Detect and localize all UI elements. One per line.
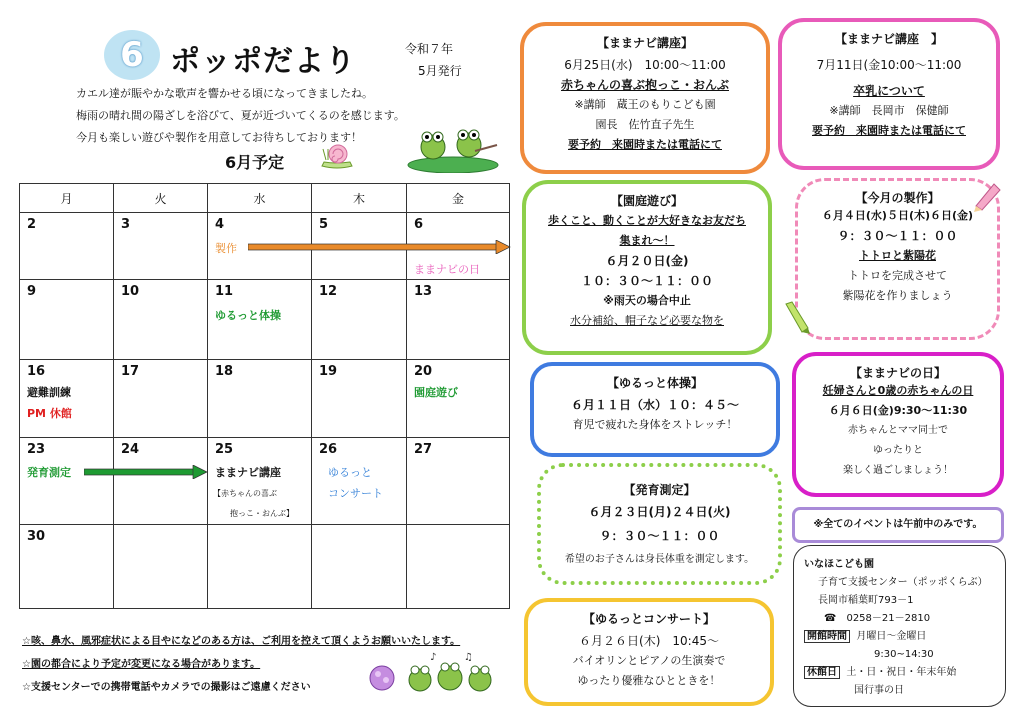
open-time: 9:30~14:30 bbox=[874, 649, 934, 660]
mamanavi-box bbox=[792, 352, 1004, 497]
box-line-2: ゆったりと bbox=[873, 445, 923, 456]
weekday-wed: 水 bbox=[208, 184, 312, 213]
box-title: 【ままナビの日】 bbox=[849, 366, 946, 380]
day-number: 24 bbox=[121, 442, 140, 457]
concert-box bbox=[524, 598, 774, 706]
greeting-line-1: カエル達が賑やかな歌声を響かせる頃になってきましたね。 bbox=[76, 87, 373, 100]
box-line-1: 歩くこと、動くことが大好きなお友だち bbox=[548, 214, 746, 227]
day-cell bbox=[20, 360, 114, 438]
box-topic: 卒乳について bbox=[853, 84, 925, 98]
day-number: 16 bbox=[27, 364, 46, 379]
day-cell bbox=[312, 360, 407, 438]
day-cell bbox=[208, 438, 312, 525]
box-topic: トトロと紫陽花 bbox=[859, 249, 936, 262]
box-date: ６月６日(金)9:30～11:30 bbox=[828, 404, 968, 417]
box-desc: 育児で疲れた身体をストレッチ！ bbox=[572, 418, 738, 431]
center-phone: ☎ 0258－21－2810 bbox=[824, 613, 931, 624]
center-subtitle: 子育て支援センター（ポッポくらぶ） bbox=[818, 577, 988, 588]
day-cell bbox=[208, 360, 312, 438]
day-cell bbox=[407, 280, 510, 360]
weekday-tue: 火 bbox=[114, 184, 208, 213]
day-cell bbox=[114, 360, 208, 438]
box-date: ６月２３日(月)２４日(火) bbox=[588, 505, 731, 519]
hatsuiku-box bbox=[537, 463, 782, 585]
weekday-fri: 金 bbox=[407, 184, 510, 213]
event-yurutto: ゆるっと bbox=[328, 466, 372, 479]
issue-date: 5月発行 bbox=[418, 64, 462, 78]
day-cell bbox=[312, 525, 407, 609]
day-number: 13 bbox=[414, 284, 433, 299]
day-cell bbox=[114, 213, 208, 280]
event-kouza-sub-1: 【赤ちゃんの喜ぶ bbox=[213, 489, 277, 498]
day-cell bbox=[114, 280, 208, 360]
center-address: 長岡市稲葉町793－1 bbox=[818, 595, 914, 606]
closed-national: 国行事の日 bbox=[854, 685, 904, 696]
box-time: ９：３０～１１：００ bbox=[599, 529, 720, 543]
hours-label: 開館時間 bbox=[804, 630, 850, 643]
month-badge: 6 bbox=[104, 30, 160, 80]
box-title: 【発育測定】 bbox=[623, 483, 696, 497]
box-title: 【ままナビ講座】 bbox=[596, 36, 693, 50]
svg-text:♪: ♪ bbox=[430, 652, 437, 663]
note-3: ☆支援センターでの携帯電話やカメラでの撮影はご遠慮ください bbox=[22, 682, 311, 693]
frogs-on-leaf-illustration bbox=[405, 125, 500, 173]
day-number: 19 bbox=[319, 364, 338, 379]
day-number: 11 bbox=[215, 284, 234, 299]
weekday-thu: 木 bbox=[312, 184, 407, 213]
box-date: 6月25日(水) 10:00～11:00 bbox=[564, 58, 726, 72]
box-date: ６月２０日(金) bbox=[605, 254, 689, 268]
day-number: 6 bbox=[414, 217, 424, 232]
box-lecturer-1: ※講師 蔵王のもりこども園 bbox=[574, 98, 716, 111]
frogs-hydrangea-illustration bbox=[368, 650, 498, 700]
note-2: ☆園の都合により予定が変更になる場合があります。 bbox=[22, 659, 261, 670]
box-title: 【ゆるっと体操】 bbox=[606, 376, 703, 390]
era-year: 令和７年 bbox=[405, 42, 454, 56]
day-number: 4 bbox=[215, 217, 225, 232]
day-cell bbox=[312, 438, 407, 525]
day-number: 30 bbox=[27, 529, 46, 544]
box-lecturer: ※講師 長岡市 保健師 bbox=[829, 104, 949, 117]
weekday-mon: 月 bbox=[20, 184, 114, 213]
taisou-box bbox=[530, 362, 780, 457]
day-number: 9 bbox=[27, 284, 37, 299]
box-note: 水分補給、帽子など必要な物を bbox=[570, 314, 724, 327]
day-number: 10 bbox=[121, 284, 140, 299]
box-time: １０：３０～１１：００ bbox=[580, 274, 713, 288]
day-number: 3 bbox=[121, 217, 131, 232]
hatsuiku-arrow bbox=[84, 465, 209, 479]
day-number: 26 bbox=[319, 442, 338, 457]
event-seisaku: 製作 bbox=[215, 242, 237, 255]
box-line-1: バイオリンとピアノの生演奏で bbox=[572, 654, 726, 667]
pencil-icon bbox=[970, 178, 1004, 212]
closed-days: 土・日・祝日・年末年始 bbox=[846, 667, 957, 678]
all-morning-notice: ※全てのイベントは午前中のみです。 bbox=[792, 507, 1004, 543]
box-line-2: 集まれ～！ bbox=[619, 234, 675, 247]
box-date: 7月11日(金10:00～11:00 bbox=[816, 58, 962, 72]
kouza-box-july bbox=[778, 18, 1000, 170]
box-subtitle: 妊婦さんと0歳の赤ちゃんの日 bbox=[822, 384, 974, 397]
box-title: 【ゆるっとコンサート】 bbox=[582, 612, 715, 626]
day-cell bbox=[20, 525, 114, 609]
box-line-2: 紫陽花を作りましょう bbox=[842, 289, 953, 302]
event-concert: コンサート bbox=[328, 487, 383, 500]
box-lecturer-2: 園長 佐竹直子先生 bbox=[595, 118, 695, 131]
seisaku-arrow bbox=[248, 240, 512, 254]
box-time: ９：３０～１１：００ bbox=[837, 229, 958, 243]
event-hatsuiku: 発育測定 bbox=[27, 466, 71, 479]
greeting-line-3: 今月も楽しい遊びや製作を用意してお待ちしております！ bbox=[76, 131, 362, 144]
plan-title: 6月予定 bbox=[225, 153, 285, 172]
day-number: 17 bbox=[121, 364, 140, 379]
kouza-box-june bbox=[520, 22, 770, 174]
day-number: 23 bbox=[27, 442, 46, 457]
day-cell bbox=[20, 438, 114, 525]
snail-illustration bbox=[320, 140, 354, 170]
day-cell bbox=[407, 438, 510, 525]
box-line-2: ゆったり優雅なひとときを！ bbox=[577, 674, 721, 687]
open-days: 月曜日～金曜日 bbox=[856, 631, 927, 642]
event-mamanavi-kouza: ままナビ講座 bbox=[215, 466, 281, 479]
crayon-icon bbox=[782, 300, 812, 334]
event-kouza-sub-2: 抱っこ・おんぶ】 bbox=[230, 509, 294, 518]
event-yurutto-taisou: ゆるっと体操 bbox=[215, 309, 281, 322]
day-number: 27 bbox=[414, 442, 433, 457]
box-title: 【ままナビ講座 】 bbox=[834, 32, 943, 46]
event-pm-closed: PM 休館 bbox=[27, 407, 72, 420]
greeting-line-2: 梅雨の晴れ間の陽ざしを浴びて、夏が近づいてくるのを感じます。 bbox=[76, 109, 405, 122]
day-number: 20 bbox=[414, 364, 433, 379]
closed-label: 休館日 bbox=[804, 666, 840, 679]
box-rain: ※雨天の場合中止 bbox=[603, 294, 691, 307]
day-cell bbox=[20, 213, 114, 280]
event-hinan-kunren: 避難訓練 bbox=[27, 386, 71, 399]
box-line-1: トトロを完成させて bbox=[848, 269, 947, 282]
box-date: ６月４日(水)５日(木)６日(金) bbox=[821, 209, 974, 222]
event-mamanavi-day: ままナビの日 bbox=[414, 263, 480, 276]
box-title: 【今月の製作】 bbox=[855, 191, 940, 205]
box-desc: 希望のお子さんは身長体重を測定します。 bbox=[564, 554, 755, 565]
center-name: いなほこども園 bbox=[804, 559, 874, 570]
day-cell bbox=[20, 280, 114, 360]
center-info bbox=[793, 545, 1006, 707]
day-number: 25 bbox=[215, 442, 234, 457]
note-1: ☆咳、鼻水、風邪症状による目やになどのある方は、ご利用を控えて頂くようお願いいたします。 bbox=[22, 636, 461, 647]
svg-text:♫: ♫ bbox=[464, 652, 473, 663]
day-cell bbox=[208, 280, 312, 360]
day-number: 5 bbox=[319, 217, 329, 232]
box-date: ６月１１日（水）１０：４５～ bbox=[570, 398, 739, 412]
box-date: ６月２６日(木) 10:45～ bbox=[579, 634, 719, 648]
teien-box bbox=[522, 180, 772, 355]
box-line-1: 赤ちゃんとママ同士で bbox=[848, 425, 948, 436]
day-number: 18 bbox=[215, 364, 234, 379]
box-reserve: 要予約 来園時または電話にて bbox=[812, 124, 966, 137]
day-cell bbox=[407, 360, 510, 438]
day-number: 2 bbox=[27, 217, 37, 232]
box-line-3: 楽しく過ごしましょう！ bbox=[843, 465, 953, 476]
day-number: 12 bbox=[319, 284, 338, 299]
box-reserve: 要予約 来園時または電話にて bbox=[568, 138, 722, 151]
day-cell bbox=[114, 525, 208, 609]
newsletter-title: ポッポだより bbox=[170, 44, 356, 79]
box-topic: 赤ちゃんの喜ぶ抱っこ・おんぶ bbox=[560, 78, 729, 92]
day-cell bbox=[114, 438, 208, 525]
day-cell bbox=[407, 525, 510, 609]
event-teien-asobi: 園庭遊び bbox=[414, 386, 458, 399]
day-cell bbox=[208, 525, 312, 609]
box-title: 【園庭遊び】 bbox=[610, 194, 683, 208]
day-cell bbox=[312, 280, 407, 360]
